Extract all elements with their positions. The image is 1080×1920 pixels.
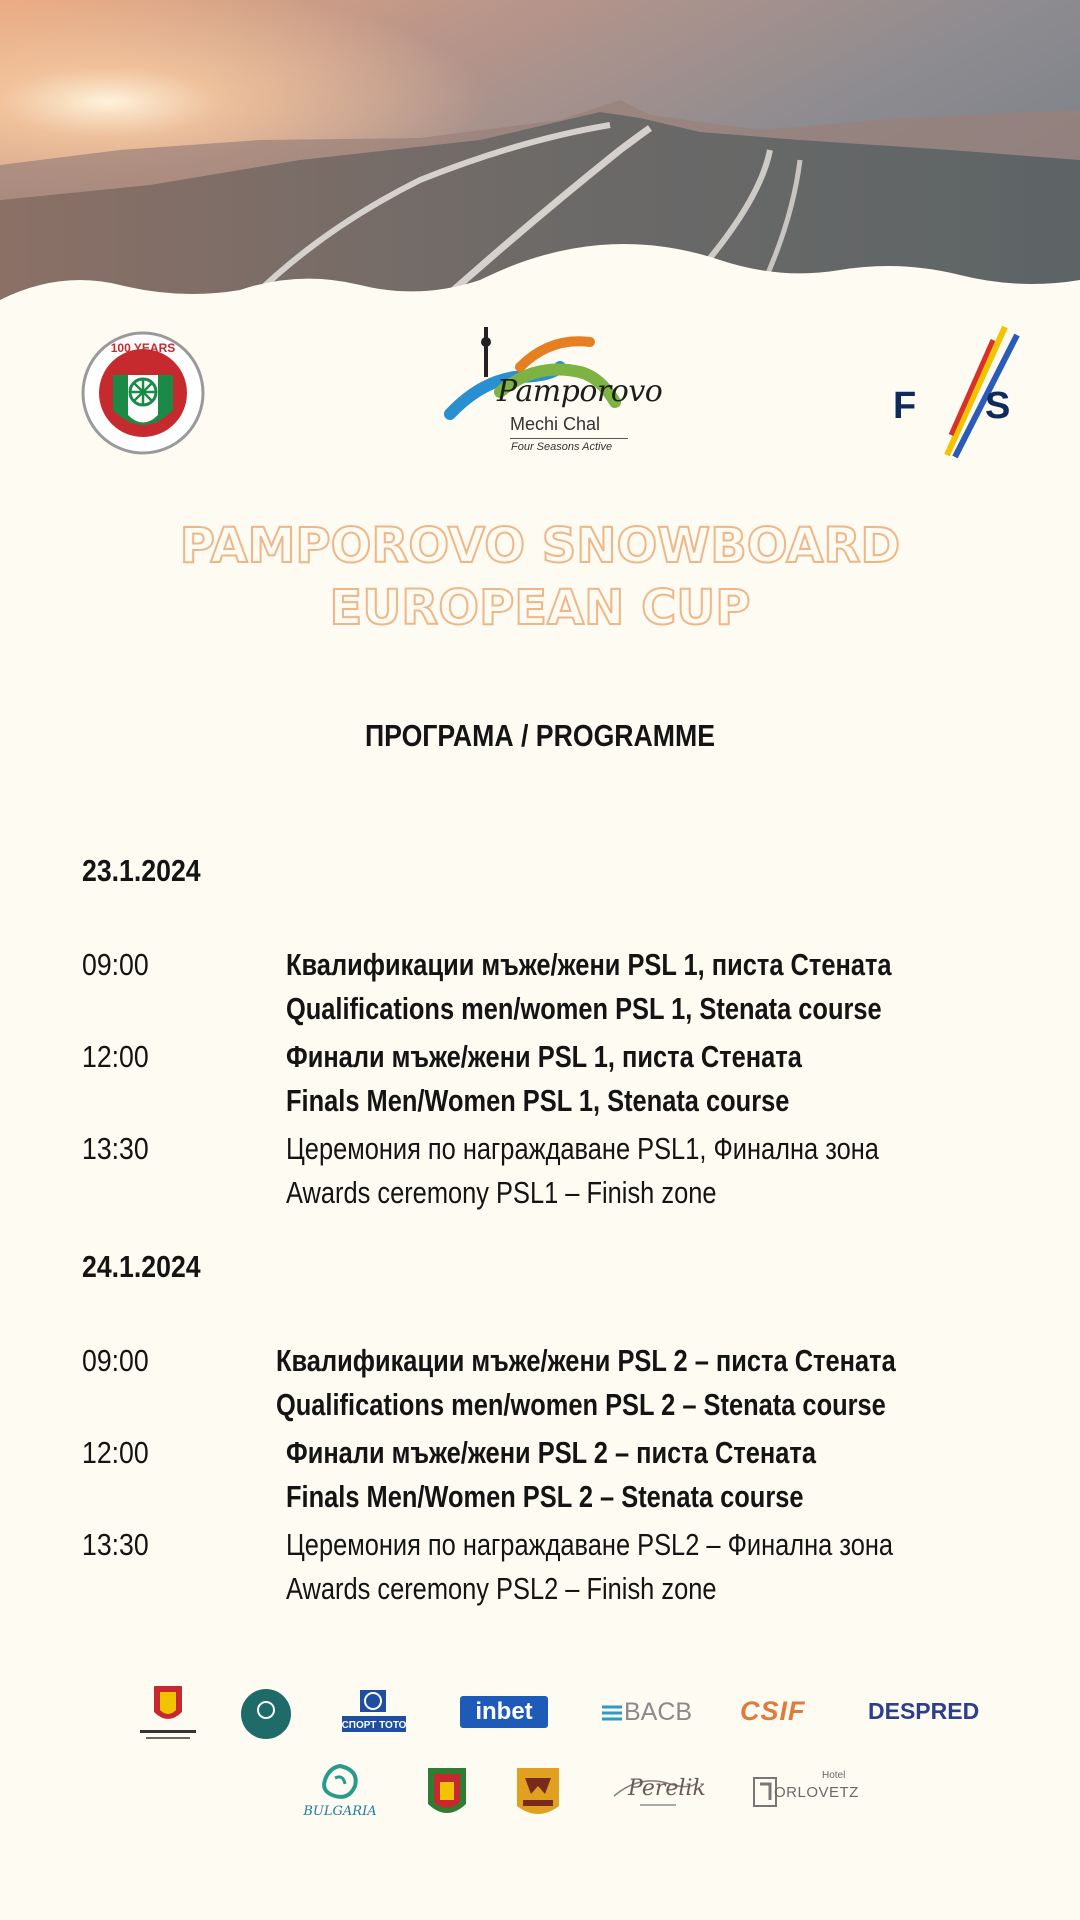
- despred-logo: DESPRED: [868, 1698, 980, 1724]
- fis-letter-f: F: [893, 385, 917, 427]
- sport-toto-text: СПОРТ ТОТО: [342, 1720, 406, 1731]
- orlovetz-hotel-label: Hotel: [822, 1770, 846, 1781]
- bulgaria-tourism-text: BULGARIA: [303, 1804, 377, 1819]
- schedule-row: [82, 943, 1032, 1031]
- sport-toto-logo: [342, 1690, 406, 1739]
- fis-letter-s: S: [985, 385, 1011, 427]
- schedule-row: [82, 1431, 1032, 1519]
- event-title-en: Awards ceremony PSL2 – Finish zone: [286, 1571, 717, 1606]
- day-date: 24.1.2024: [82, 1249, 201, 1284]
- fis-logo: [885, 325, 1025, 460]
- hotel-perelik-text: Perelik: [628, 1776, 706, 1801]
- bsf-years-text: 100 YEARS: [110, 341, 176, 355]
- event-title-bg: Финали мъже/жени PSL 1, писта Стената: [286, 1039, 802, 1074]
- pamporovo-logo: [440, 322, 663, 462]
- event-title-en: Qualifications men/women PSL 1, Stenata course: [286, 991, 882, 1026]
- bulgaria-circle-logo: [240, 1688, 292, 1745]
- csif-logo: CSIF: [740, 1696, 806, 1726]
- event-time: 09:00: [82, 1343, 149, 1378]
- chepelare-municipality-logo: [515, 1764, 561, 1827]
- schedule-row: [82, 1035, 1032, 1123]
- event-title-bg: Финали мъже/жени PSL 2 – писта Стената: [286, 1435, 816, 1470]
- bacb-text: BACB: [624, 1698, 693, 1726]
- bacb-logo: [600, 1698, 700, 1728]
- event-title: [0, 515, 1080, 639]
- hotel-perelik-logo: [610, 1768, 706, 1816]
- event-title-en: Qualifications men/women PSL 2 – Stenata course: [276, 1387, 887, 1422]
- day-date: 23.1.2024: [82, 853, 201, 888]
- bulgaria-tourism-logo: [300, 1762, 380, 1826]
- event-time: 13:30: [82, 1527, 149, 1562]
- bulgarian-ski-federation-logo: [80, 330, 206, 456]
- event-time: 12:00: [82, 1435, 149, 1470]
- event-title-bg: Церемония по награждаване PSL2 – Финална зона: [286, 1527, 894, 1562]
- event-title-bg: Квалификации мъже/жени PSL 2 – писта Стената: [276, 1343, 896, 1378]
- event-time: 12:00: [82, 1039, 149, 1074]
- event-title-bg: Церемония по награждаване PSL1, Финална зона: [286, 1131, 879, 1166]
- schedule-row: [82, 1523, 1032, 1611]
- pamporovo-tagline: Four Seasons Active: [511, 441, 613, 453]
- event-title-line1: PAMPOROVO SNOWBOARD: [179, 518, 901, 574]
- schedule-row: [82, 1127, 1032, 1215]
- event-title-en: Finals Men/Women PSL 1, Stenata course: [286, 1083, 790, 1118]
- pamporovo-subtitle: Mechi Chal: [510, 414, 601, 434]
- event-time: 13:30: [82, 1131, 149, 1166]
- orlovetz-text: ORLOVETZ: [774, 1784, 859, 1801]
- pamporovo-divider: [510, 438, 628, 439]
- programme-heading: ПРОГРАМА / PROGRAMME: [364, 718, 716, 753]
- hotel-orlovetz-logo: [752, 1770, 859, 1812]
- hero-mountain-image: [0, 0, 1080, 340]
- day-section: [82, 1249, 1032, 1615]
- pamporovo-name: Pamporovo: [497, 374, 663, 409]
- schedule-row: [82, 1339, 1032, 1427]
- day-section: [82, 853, 1032, 1219]
- inbet-logo: inbet: [460, 1696, 548, 1728]
- ministry-logo: [132, 1680, 204, 1751]
- event-title-en: Finals Men/Women PSL 2 – Stenata course: [286, 1479, 804, 1514]
- event-title-en: Awards ceremony PSL1 – Finish zone: [286, 1175, 717, 1210]
- event-title-bg: Квалификации мъже/жени PSL 1, писта Стената: [286, 947, 892, 982]
- event-time: 09:00: [82, 947, 149, 982]
- smolyan-municipality-logo: [426, 1764, 468, 1827]
- event-title-line2: EUROPEAN CUP: [329, 580, 751, 636]
